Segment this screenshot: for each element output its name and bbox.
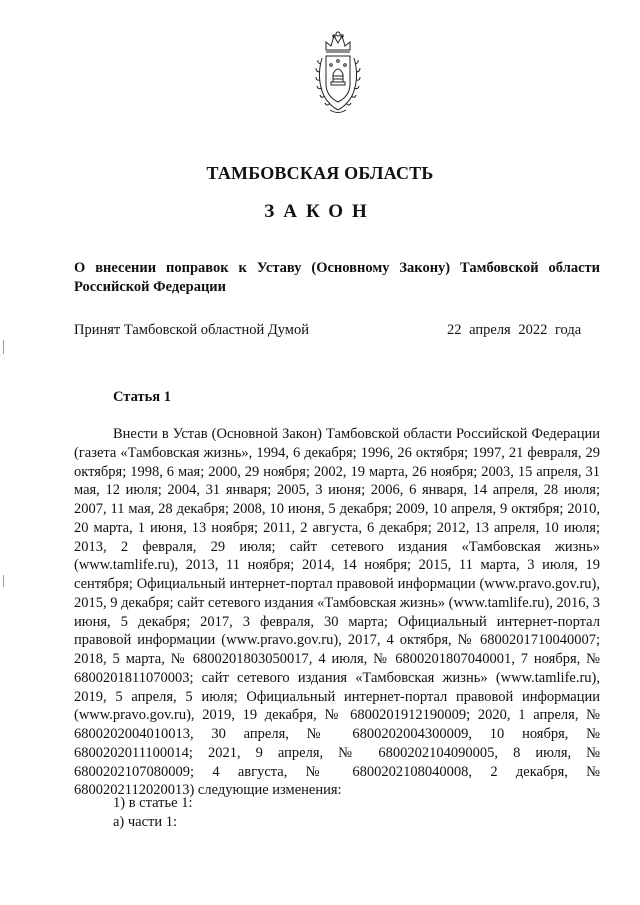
list-item: 1) в статье 1: <box>113 795 193 811</box>
region-name: ТАМБОВСКАЯ ОБЛАСТЬ <box>206 163 434 183</box>
adopted-date: 22 апреля 2022 года <box>447 322 582 338</box>
document-type: ЗАКОН <box>264 201 376 222</box>
scan-artifact <box>3 340 4 354</box>
list-item: а) части 1: <box>113 814 178 830</box>
article-body: Внести в Устав (Основной Закон) Тамбовской области Российской Федерации (газета «Тамбовская жизнь», 1994, 6 декабря; 1996, 26 октября; 1997, 21 февраля, 29 октября; 1998, 6 мая; 2000, 29 ноября; 2002, 19 марта, 26 ноября; 2003, 15 апреля, 31 мая, 12 июля; 2004, 31 января; 2005, 3 июня; 2006, 6 января, 14 апреля, 28 июля; 2007, 11 мая, 28 декабря; 2008, 10 июня, 5 декабря; 2009, 10 апреля, 9 октября; 2010, 20 марта, 1 июня, 13 ноября; 2011, 2 августа, 6 декабря; 2012, 13 апреля, 10 июля; 2013, 2 февраля, 29 июля; сайт сетевого издания «Тамбовская жизнь» (www.tamlife.ru), 2013, 11 ноября; 2014, 14 ноября; 2015, 11 марта, 3 июля, 19 сентября; Официальный интернет-портал правовой информации (www.pravo.gov.ru), 2015, 9 декабря; сайт сетевого издания «Тамбовская жизнь» (www.tamlife.ru), 2016, 3 июня, 5 декабря; 2017, 3 февраля, 30 марта; Официальный интернет-портал правовой информации (www.pravo.gov.ru), 2017, 4 октября, № 6800201710040007; 2018, 5 марта, № 6800201803050017, 4 июля, № 6800201807040001, 7 ноября, № 6800201811070003; сайт сетевого издания «Тамбовская жизнь» (www.tamlife.ru), 2019, 5 апреля, 5 июля; Официальный интернет-портал правовой информации (www.pravo.gov.ru), 2019, 19 декабря, № 6800201912190009; 2020, 1 апреля, № 6800202004010013, 30 апреля, № 6800202004300009, 10 ноября, № 6800202011100014; 2021, 9 апреля, № 6800202104090005, 8 июля, № 6800202107080009; 4 августа, № 6800202108040008, 2 декабря, № 6800202112020013) следующие изменения: <box>74 426 600 799</box>
adopted-by: Принят Тамбовской областной Думой <box>74 322 309 338</box>
article-title: Статья 1 <box>113 389 171 405</box>
tambov-coat-of-arms-icon <box>312 30 364 116</box>
scan-artifact <box>3 575 4 587</box>
document-title: О внесении поправок к Уставу (Основному Закону) Тамбовской области Российской Федерации <box>74 260 600 295</box>
